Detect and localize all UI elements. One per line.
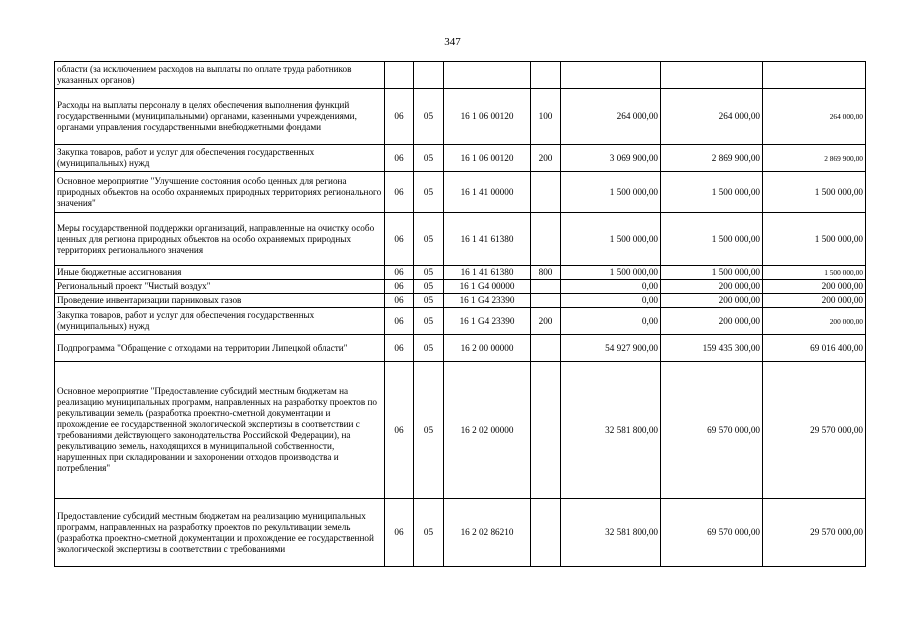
- amount-year1-cell: 1 500 000,00: [561, 172, 661, 213]
- amount-year1-cell: 32 581 800,00: [561, 362, 661, 499]
- row-name-cell: Иные бюджетные ассигнования: [55, 266, 385, 280]
- amount-year2-cell: 200 000,00: [661, 280, 763, 294]
- table-row: [55, 335, 866, 362]
- expense-type-code-cell: [531, 335, 561, 362]
- table-row: [55, 294, 866, 308]
- section-code-cell: 06: [385, 362, 414, 499]
- target-article-code-cell: 16 1 G4 00000: [444, 280, 531, 294]
- amount-year2-cell: 1 500 000,00: [661, 172, 763, 213]
- amount-year1-cell: 54 927 900,00: [561, 335, 661, 362]
- row-name-cell: Закупка товаров, работ и услуг для обеспечения государственных (муниципальных) нужд: [55, 308, 385, 335]
- amount-year3-cell: [763, 62, 866, 89]
- amount-year1-cell: 264 000,00: [561, 89, 661, 145]
- table-row: [55, 145, 866, 172]
- expense-type-code-cell: [531, 280, 561, 294]
- subsection-code-cell: 05: [414, 280, 444, 294]
- subsection-code-cell: 05: [414, 362, 444, 499]
- section-code-cell: 06: [385, 89, 414, 145]
- row-name-cell: Проведение инвентаризации парниковых газов: [55, 294, 385, 308]
- target-article-code-cell: 16 2 00 00000: [444, 335, 531, 362]
- row-name-cell: Основное мероприятие "Улучшение состояния особо ценных для региона природных объектов на особо охраняемых природных территориях регионального значения": [55, 172, 385, 213]
- target-article-code-cell: 16 1 G4 23390: [444, 294, 531, 308]
- expense-type-code-cell: [531, 172, 561, 213]
- amount-year1-cell: 0,00: [561, 280, 661, 294]
- amount-year3-cell: 1 500 000,00: [763, 213, 866, 266]
- amount-year1-cell: 1 500 000,00: [561, 266, 661, 280]
- amount-year3-cell: 264 000,00: [763, 89, 866, 145]
- target-article-code-cell: 16 1 06 00120: [444, 145, 531, 172]
- table-row: [55, 266, 866, 280]
- amount-year1-cell: 0,00: [561, 294, 661, 308]
- table-row: [55, 213, 866, 266]
- amount-year2-cell: 69 570 000,00: [661, 362, 763, 499]
- amount-year2-cell: [661, 62, 763, 89]
- target-article-code-cell: [444, 62, 531, 89]
- amount-year3-cell: 29 570 000,00: [763, 499, 866, 567]
- subsection-code-cell: 05: [414, 145, 444, 172]
- amount-year1-cell: 0,00: [561, 308, 661, 335]
- amount-year3-cell: 200 000,00: [763, 294, 866, 308]
- table-row: [55, 172, 866, 213]
- section-code-cell: 06: [385, 294, 414, 308]
- subsection-code-cell: 05: [414, 89, 444, 145]
- amount-year2-cell: 200 000,00: [661, 294, 763, 308]
- amount-year3-cell: 29 570 000,00: [763, 362, 866, 499]
- expense-type-code-cell: [531, 362, 561, 499]
- amount-year1-cell: [561, 62, 661, 89]
- section-code-cell: 06: [385, 172, 414, 213]
- subsection-code-cell: [414, 62, 444, 89]
- row-name-cell: Расходы на выплаты персоналу в целях обеспечения выполнения функций государственными (муниципальными) органами, казенными учреждениями, органами управления государственными внебюджетными фондами: [55, 89, 385, 145]
- target-article-code-cell: 16 1 41 00000: [444, 172, 531, 213]
- section-code-cell: 06: [385, 499, 414, 567]
- amount-year2-cell: 200 000,00: [661, 308, 763, 335]
- section-code-cell: 06: [385, 280, 414, 294]
- amount-year1-cell: 32 581 800,00: [561, 499, 661, 567]
- section-code-cell: 06: [385, 308, 414, 335]
- table-row: [55, 62, 866, 89]
- section-code-cell: 06: [385, 266, 414, 280]
- subsection-code-cell: 05: [414, 213, 444, 266]
- amount-year3-cell: 1 500 000,00: [763, 266, 866, 280]
- subsection-code-cell: 05: [414, 335, 444, 362]
- section-code-cell: 06: [385, 145, 414, 172]
- row-name-cell: Предоставление субсидий местным бюджетам на реализацию муниципальных программ, направленных на разработку проектов по рекультивации земель (разработка проектно-сметной документации и прохождение ее государственной экологической экспертизы в соответствии с требованиями: [55, 499, 385, 567]
- expense-type-code-cell: [531, 213, 561, 266]
- row-name-cell: области (за исключением расходов на выплаты по оплате труда работников указанных органов): [55, 62, 385, 89]
- row-name-cell: Закупка товаров, работ и услуг для обеспечения государственных (муниципальных) нужд: [55, 145, 385, 172]
- table-row: [55, 280, 866, 294]
- row-name-cell: Подпрограмма "Обращение с отходами на территории Липецкой области": [55, 335, 385, 362]
- expense-type-code-cell: 100: [531, 89, 561, 145]
- expense-type-code-cell: 200: [531, 145, 561, 172]
- target-article-code-cell: 16 1 G4 23390: [444, 308, 531, 335]
- target-article-code-cell: 16 1 06 00120: [444, 89, 531, 145]
- target-article-code-cell: 16 2 02 00000: [444, 362, 531, 499]
- target-article-code-cell: 16 2 02 86210: [444, 499, 531, 567]
- subsection-code-cell: 05: [414, 294, 444, 308]
- subsection-code-cell: 05: [414, 499, 444, 567]
- amount-year2-cell: 69 570 000,00: [661, 499, 763, 567]
- amount-year3-cell: 2 869 900,00: [763, 145, 866, 172]
- amount-year1-cell: 1 500 000,00: [561, 213, 661, 266]
- row-name-cell: Основное мероприятие "Предоставление субсидий местным бюджетам на реализацию муниципальных программ, направленных на разработку проектов по рекультивации земель (разработка проектно-сметной документации и прохождение ее государственной экологической экспертизы в соответствии с требованиями действующего законодательства Российской Федерации), на рекультивацию земель, находящихся в муниципальной собственности, нарушенных при складировании и захоронении отходов производства и потребления": [55, 362, 385, 499]
- amount-year2-cell: 1 500 000,00: [661, 213, 763, 266]
- expense-type-code-cell: 200: [531, 308, 561, 335]
- section-code-cell: 06: [385, 335, 414, 362]
- amount-year2-cell: 264 000,00: [661, 89, 763, 145]
- table-row: [55, 308, 866, 335]
- table-row: [55, 89, 866, 145]
- expense-type-code-cell: [531, 499, 561, 567]
- amount-year1-cell: 3 069 900,00: [561, 145, 661, 172]
- row-name-cell: Региональный проект "Чистый воздух": [55, 280, 385, 294]
- table-row: [55, 499, 866, 567]
- section-code-cell: [385, 62, 414, 89]
- section-code-cell: 06: [385, 213, 414, 266]
- expense-type-code-cell: 800: [531, 266, 561, 280]
- target-article-code-cell: 16 1 41 61380: [444, 266, 531, 280]
- subsection-code-cell: 05: [414, 172, 444, 213]
- subsection-code-cell: 05: [414, 266, 444, 280]
- expense-type-code-cell: [531, 62, 561, 89]
- page-number: 347: [444, 36, 461, 48]
- amount-year3-cell: 1 500 000,00: [763, 172, 866, 213]
- row-name-cell: Меры государственной поддержки организаций, направленные на очистку особо ценных для региона природных объектов на особо охраняемых природных территориях регионального значения: [55, 213, 385, 266]
- amount-year2-cell: 2 869 900,00: [661, 145, 763, 172]
- amount-year3-cell: 69 016 400,00: [763, 335, 866, 362]
- amount-year2-cell: 1 500 000,00: [661, 266, 763, 280]
- target-article-code-cell: 16 1 41 61380: [444, 213, 531, 266]
- amount-year2-cell: 159 435 300,00: [661, 335, 763, 362]
- expense-type-code-cell: [531, 294, 561, 308]
- subsection-code-cell: 05: [414, 308, 444, 335]
- table-row: [55, 362, 866, 499]
- amount-year3-cell: 200 000,00: [763, 280, 866, 294]
- amount-year3-cell: 200 000,00: [763, 308, 866, 335]
- budget-table: [54, 61, 866, 567]
